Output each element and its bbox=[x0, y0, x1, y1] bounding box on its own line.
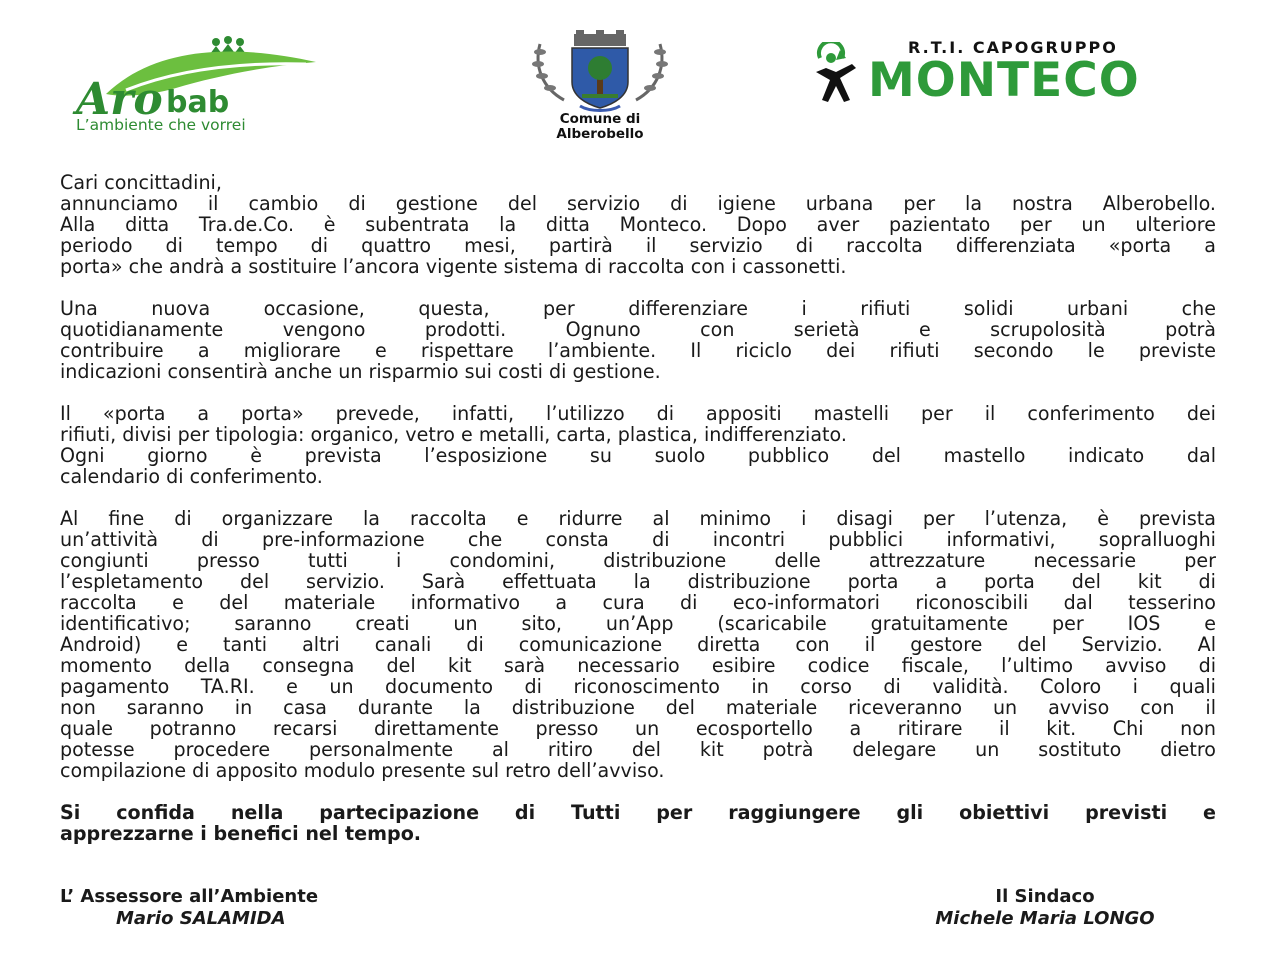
text-line: Al fine di organizzare la raccolta e ridurre al minimo i disagi per l’utenza, è prevista bbox=[60, 507, 1216, 530]
sindaco-name: Michele Maria LONGO bbox=[935, 908, 1155, 929]
assessore-signature-block bbox=[60, 886, 318, 930]
text-line: contribuire a migliorare e rispettare l’ambiente. Il riciclo dei rifiuti secondo le previste bbox=[60, 339, 1216, 362]
text-line: Si confida nella partecipazione di Tutti per raggiungere gli obiettivi previsti e bbox=[60, 801, 1216, 824]
text-line: l’espletamento del servizio. Sarà effettuata la distribuzione porta a porta del kit di bbox=[60, 570, 1216, 593]
text-line: potesse procedere personalmente al ritiro del kit potrà delegare un sostituto dietro bbox=[60, 738, 1216, 761]
assessore-role: L’ Assessore all’Ambiente bbox=[60, 886, 319, 907]
text-line: Il «porta a porta» prevede, infatti, l’utilizzo di appositi mastelli per il conferimento dei bbox=[60, 402, 1216, 425]
text-line: annunciamo il cambio di gestione del servizio di igiene urbana per la nostra Alberobello. bbox=[60, 192, 1216, 215]
text-line: compilazione di apposito modulo presente sul retro dell’avviso. bbox=[60, 759, 665, 782]
letter-paragraph-4 bbox=[60, 508, 1216, 781]
text-line: quale potranno recarsi direttamente presso un ecosportello a ritirare il kit. Chi non bbox=[60, 717, 1216, 740]
letter-greeting: Cari concittadini, bbox=[60, 171, 222, 194]
letter-paragraph-3 bbox=[60, 403, 1216, 487]
letter-paragraph-2 bbox=[60, 298, 1216, 382]
sindaco-signature-block bbox=[900, 886, 1190, 930]
monteco-wordmark: MONTECO bbox=[868, 53, 1140, 108]
text-line: calendario di conferimento. bbox=[60, 465, 323, 488]
closing-statement bbox=[60, 802, 1216, 844]
letter-paragraph-1 bbox=[60, 172, 1216, 277]
text-line: rifiuti, divisi per tipologia: organico, vetro e metalli, carta, plastica, indifferenziato. bbox=[60, 423, 847, 446]
rti-capogruppo-label: R.T.I. CAPOGRUPPO bbox=[908, 38, 1118, 57]
text-line: Una nuova occasione, questa, per differenziare i rifiuti solidi urbani che bbox=[60, 297, 1216, 320]
text-line: quotidianamente vengono prodotti. Ognuno con serietà e scrupolosità potrà bbox=[60, 318, 1216, 341]
text-line: porta» che andrà a sostituire l’ancora vigente sistema di raccolta con i cassonetti. bbox=[60, 255, 847, 278]
arobab-logo bbox=[66, 36, 328, 140]
text-line: raccolta e del materiale informativo a cura di eco-informatori riconoscibili dal tesserino bbox=[60, 591, 1216, 614]
text-line: congiunti presso tutti i condomini, distribuzione delle attrezzature necessarie per bbox=[60, 549, 1216, 572]
text-line: indicazioni consentirà anche un risparmio sui costi di gestione. bbox=[60, 360, 661, 383]
svg-text:bab: bab bbox=[166, 85, 230, 116]
coat-of-arms-icon bbox=[524, 30, 676, 112]
text-line: identificativo; saranno creati un sito, un’App (scaricabile gratuitamente per IOS e bbox=[60, 612, 1216, 635]
text-line: pagamento TA.RI. e un documento di riconoscimento in corso di validità. Coloro i quali bbox=[60, 675, 1216, 698]
text-line: non saranno in casa durante la distribuzione del materiale riceveranno un avviso con il bbox=[60, 696, 1216, 719]
text-line: periodo di tempo di quattro mesi, partirà il servizio di raccolta differenziata «porta a bbox=[60, 234, 1216, 257]
text-line: momento della consegna del kit sarà necessario esibire codice fiscale, l’ultimo avviso di bbox=[60, 654, 1216, 677]
comune-alberobello-logo bbox=[520, 30, 680, 150]
text-line: un’attività di pre-informazione che consta di incontri pubblici informativi, sopralluoghi bbox=[60, 528, 1216, 551]
assessore-name: Mario SALAMIDA bbox=[116, 908, 286, 929]
arobab-leaf-icon bbox=[66, 36, 328, 116]
text-line: Alla ditta Tra.de.Co. è subentrata la ditta Monteco. Dopo aver pazientato per un ulteriore bbox=[60, 213, 1216, 236]
text-line: Ogni giorno è prevista l’esposizione su suolo pubblico del mastello indicato dal bbox=[60, 444, 1216, 467]
sindaco-role: Il Sindaco bbox=[995, 886, 1095, 907]
text-line: apprezzarne i benefici nel tempo. bbox=[60, 822, 422, 845]
comune-name: Comune di Alberobello bbox=[556, 111, 644, 142]
arobab-tagline: L’ambiente che vorrei bbox=[76, 116, 246, 134]
recycling-figure-icon bbox=[812, 42, 866, 106]
letter-body bbox=[60, 172, 1216, 844]
text-line: Android) e tanti altri canali di comunicazione diretta con il gestore del Servizio. Al bbox=[60, 633, 1216, 656]
letterhead bbox=[0, 0, 1280, 160]
monteco-logo bbox=[812, 38, 1232, 108]
svg-text:Aro: Aro bbox=[76, 74, 163, 116]
